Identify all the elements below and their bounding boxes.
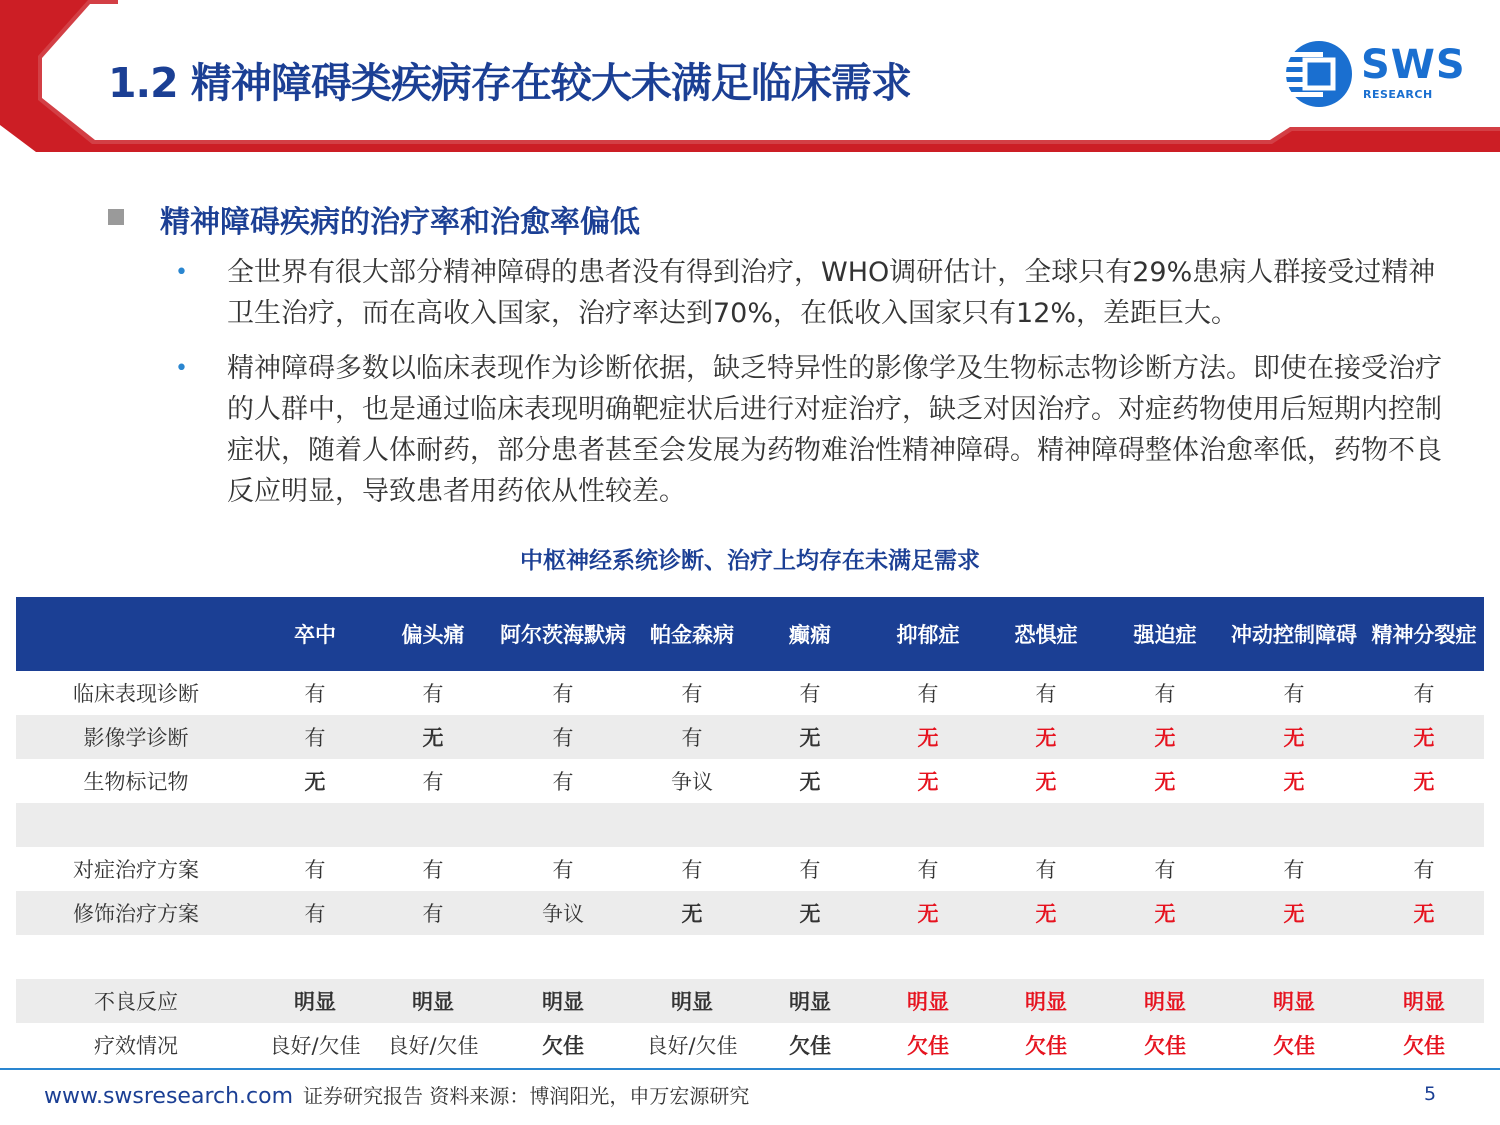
table-cell: 无 [1035, 770, 1057, 794]
table-cell: 无 [1224, 891, 1364, 935]
table-cell [750, 803, 870, 847]
table-cell: 无 [1413, 770, 1435, 794]
table-cell [634, 803, 750, 847]
table-cell [374, 803, 492, 847]
header-cell: 冲动控制障碍 [1224, 597, 1364, 671]
page-number: 5 [1424, 1083, 1437, 1105]
table-cell: 无 [304, 770, 326, 794]
table-cell: 有 [492, 715, 634, 759]
table-cell: 有 [1283, 858, 1305, 882]
table-cell: 欠佳 [542, 1034, 584, 1058]
table-row [16, 935, 1484, 979]
table-cell [256, 935, 374, 979]
table-cell: 欠佳 [1025, 1034, 1067, 1058]
table-cell: 有 [552, 858, 574, 882]
table-cell: 明显 [1364, 979, 1484, 1023]
table-row [16, 803, 1484, 847]
table-row [16, 759, 1484, 803]
table-caption: 中枢神经系统诊断、治疗上均存在未满足需求 [520, 548, 980, 574]
square-bullet-icon [108, 209, 124, 225]
table-cell: 无 [799, 770, 821, 794]
table-cell: 争议 [671, 770, 713, 794]
table-cell: 有 [681, 682, 703, 706]
bullet-text: 全世界有很大部分精神障碍的患者没有得到治疗，WHO调研估计，全球只有29%患病人群接受过精神卫生治疗，而在高收入国家，治疗率达到70%，在低收入国家只有12%，差距巨大。 [227, 257, 1436, 329]
table-cell [492, 935, 634, 979]
table-header-row [16, 597, 1484, 671]
table-cell [374, 935, 492, 979]
table-cell [634, 935, 750, 979]
table-row [16, 671, 1484, 715]
table-cell: 良好/欠佳 [646, 1034, 738, 1058]
table-cell [1106, 935, 1224, 979]
bullet-item [175, 252, 1445, 334]
row-label [16, 935, 256, 979]
table-cell: 有 [799, 858, 821, 882]
table-cell [492, 803, 634, 847]
table-cell [870, 935, 986, 979]
header-cell: 强迫症 [1106, 597, 1224, 671]
table-cell: 有 [917, 682, 939, 706]
logo-subtext: RESEARCH [1363, 88, 1433, 101]
table-cell: 欠佳 [1273, 1034, 1315, 1058]
table-cell: 无 [750, 715, 870, 759]
logo-globe-icon [1283, 38, 1355, 110]
table-cell: 明显 [1224, 979, 1364, 1023]
table-cell: 无 [1364, 891, 1484, 935]
table-cell: 明显 [374, 979, 492, 1023]
table-cell: 有 [1413, 858, 1435, 882]
table-row [16, 847, 1484, 891]
table-cell: 有 [422, 682, 444, 706]
table-cell: 有 [634, 715, 750, 759]
table-cell: 有 [304, 682, 326, 706]
table-cell: 有 [1154, 858, 1176, 882]
bullet-dot-icon: • [175, 260, 188, 285]
table-cell [986, 935, 1106, 979]
bullet-list [175, 252, 1445, 526]
table-cell: 欠佳 [1144, 1034, 1186, 1058]
row-label: 临床表现诊断 [73, 682, 199, 706]
table-cell: 明显 [256, 979, 374, 1023]
row-label: 修饰治疗方案 [16, 891, 256, 935]
footer [44, 1080, 749, 1109]
sws-logo [1283, 38, 1473, 110]
table-cell [1106, 803, 1224, 847]
table-cell [1224, 935, 1364, 979]
table-cell: 明显 [750, 979, 870, 1023]
table-cell: 无 [986, 715, 1106, 759]
table-row [16, 979, 1484, 1023]
table-cell: 有 [304, 858, 326, 882]
row-label: 不良反应 [16, 979, 256, 1023]
bullet-text: 精神障碍多数以临床表现作为诊断依据，缺乏特异性的影像学及生物标志物诊断方法。即使在接受治疗的人群中，也是通过临床表现明确靶症状后进行对症治疗，缺乏对因治疗。对症药物使用后短期内控制症状，随着人体耐药，部分患者甚至会发展为药物难治性精神障碍。精神障碍整体治愈率低，药物不良反应明显，导致患者用药依从性较差。 [227, 353, 1442, 507]
table-row [16, 715, 1484, 759]
table-cell: 良好/欠佳 [387, 1034, 479, 1058]
table-cell: 有 [1035, 858, 1057, 882]
header-cell: 恐惧症 [986, 597, 1106, 671]
table-cell: 有 [799, 682, 821, 706]
table-cell: 欠佳 [907, 1034, 949, 1058]
page-title: 1.2 精神障碍类疾病存在较大未满足临床需求 [108, 59, 911, 107]
table-cell: 有 [1154, 682, 1176, 706]
footer-url[interactable]: www.swsresearch.com [44, 1084, 294, 1109]
footer-divider [0, 1068, 1500, 1070]
table-cell [1364, 803, 1484, 847]
table-cell: 明显 [870, 979, 986, 1023]
footer-source-note: 证券研究报告 资料来源：博润阳光，申万宏源研究 [303, 1084, 750, 1108]
table-cell: 有 [552, 770, 574, 794]
logo-text: SWS [1361, 42, 1466, 88]
row-label: 疗效情况 [94, 1034, 178, 1058]
table-cell: 无 [1224, 715, 1364, 759]
comparison-table [16, 597, 1484, 1067]
header-cell: 癫痫 [750, 597, 870, 671]
table-cell: 有 [256, 715, 374, 759]
table-cell: 无 [870, 715, 986, 759]
table-cell: 欠佳 [789, 1034, 831, 1058]
table-cell [1224, 803, 1364, 847]
bullet-item [175, 348, 1445, 512]
table-cell: 明显 [986, 979, 1106, 1023]
table-cell: 无 [917, 770, 939, 794]
table-cell: 无 [374, 715, 492, 759]
table-cell [870, 803, 986, 847]
header-cell: 卒中 [256, 597, 374, 671]
header-cell: 偏头痛 [374, 597, 492, 671]
row-label: 对症治疗方案 [73, 858, 199, 882]
table-cell: 无 [1106, 715, 1224, 759]
table-cell: 有 [256, 891, 374, 935]
row-label: 影像学诊断 [16, 715, 256, 759]
header-cell: 帕金森病 [634, 597, 750, 671]
table-cell: 良好/欠佳 [269, 1034, 361, 1058]
bullet-dot-icon: • [175, 356, 188, 381]
table-cell: 无 [1364, 715, 1484, 759]
table-row [16, 891, 1484, 935]
table-cell: 有 [1035, 682, 1057, 706]
table-cell: 无 [634, 891, 750, 935]
table-cell: 有 [422, 770, 444, 794]
table-cell: 明显 [634, 979, 750, 1023]
row-label: 生物标记物 [83, 770, 189, 794]
table-cell: 无 [1283, 770, 1305, 794]
table-cell: 有 [1283, 682, 1305, 706]
table-cell: 有 [681, 858, 703, 882]
table-cell: 明显 [1106, 979, 1224, 1023]
table-cell [750, 935, 870, 979]
table-cell: 有 [552, 682, 574, 706]
table-cell: 有 [1413, 682, 1435, 706]
header-cell-corner [16, 597, 256, 671]
table-cell: 无 [986, 891, 1106, 935]
section-title: 精神障碍疾病的治疗率和治愈率偏低 [160, 205, 640, 240]
header-cell: 抑郁症 [870, 597, 986, 671]
table-cell: 明显 [492, 979, 634, 1023]
header-cell: 阿尔茨海默病 [492, 597, 634, 671]
table-cell: 欠佳 [1403, 1034, 1445, 1058]
row-label [16, 803, 256, 847]
table-cell: 无 [870, 891, 986, 935]
table-cell: 争议 [492, 891, 634, 935]
table-cell: 有 [422, 858, 444, 882]
table-cell [986, 803, 1106, 847]
header-cell: 精神分裂症 [1364, 597, 1484, 671]
table-cell: 无 [1154, 770, 1176, 794]
table-row [16, 1023, 1484, 1067]
table-cell [256, 803, 374, 847]
table-cell: 有 [374, 891, 492, 935]
table-cell: 无 [750, 891, 870, 935]
table-cell [1364, 935, 1484, 979]
table-cell: 有 [917, 858, 939, 882]
table-cell: 无 [1106, 891, 1224, 935]
